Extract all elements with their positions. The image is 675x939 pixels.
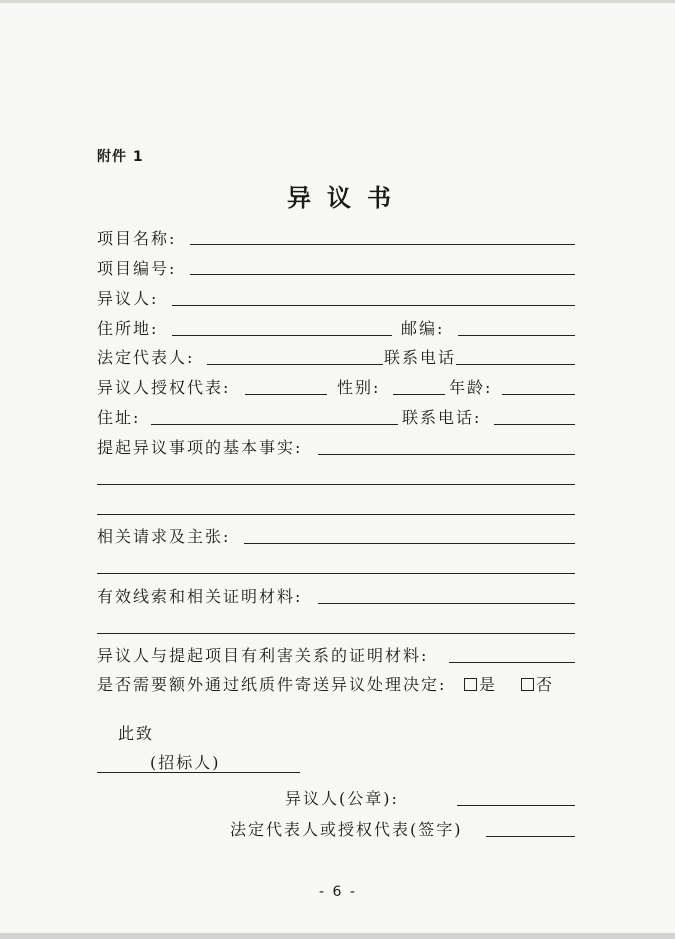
interest-proof-label: 异议人与提起项目有利害关系的证明材料:	[97, 646, 429, 665]
option-yes-label: 是	[479, 675, 498, 694]
objector-seal-label: 异议人(公章):	[285, 789, 399, 808]
checkbox-yes[interactable]	[464, 678, 477, 691]
postcode-line[interactable]	[458, 335, 575, 336]
option-no-label: 否	[536, 675, 555, 694]
salutation: 此致	[118, 724, 155, 743]
recipient-line[interactable]	[97, 772, 300, 773]
checkbox-no[interactable]	[521, 678, 534, 691]
recipient: (招标人)	[150, 753, 221, 772]
legal-rep-line[interactable]	[207, 364, 383, 365]
page-number: - 6 -	[319, 884, 357, 900]
basic-facts-line-3[interactable]	[97, 514, 575, 515]
gender-label: 性别:	[337, 378, 381, 397]
residence-line[interactable]	[151, 424, 398, 425]
authorized-rep-label: 异议人授权代表:	[97, 378, 231, 397]
project-name-label: 项目名称:	[97, 229, 177, 248]
address-line[interactable]	[172, 335, 392, 336]
option-no[interactable]	[521, 675, 554, 695]
requests-line-2[interactable]	[97, 573, 575, 574]
contact-phone-1-label: 联系电话	[384, 348, 457, 367]
requests-label: 相关请求及主张:	[97, 527, 231, 546]
rep-signature-line[interactable]	[486, 836, 575, 837]
address-label: 住所地:	[97, 319, 159, 338]
contact-phone-1-line[interactable]	[456, 364, 575, 365]
paper-question-label: 是否需要额外通过纸质件寄送异议处理决定:	[97, 675, 447, 694]
scan-top-edge	[0, 0, 675, 3]
requests-line-1[interactable]	[244, 543, 575, 544]
basic-facts-line-1[interactable]	[318, 454, 575, 455]
gender-line[interactable]	[393, 394, 445, 395]
objector-seal-line[interactable]	[457, 805, 575, 806]
age-line[interactable]	[502, 394, 575, 395]
authorized-rep-line[interactable]	[245, 394, 327, 395]
postcode-label: 邮编:	[401, 319, 445, 338]
project-name-line[interactable]	[190, 244, 575, 245]
option-yes[interactable]	[464, 675, 497, 695]
page-title: 异议书	[287, 184, 407, 212]
evidence-line-1[interactable]	[318, 603, 575, 604]
contact-phone-2-line[interactable]	[494, 424, 575, 425]
legal-rep-label: 法定代表人:	[97, 348, 195, 367]
interest-proof-line[interactable]	[449, 662, 575, 663]
age-label: 年龄:	[449, 378, 493, 397]
project-number-line[interactable]	[190, 274, 575, 275]
evidence-label: 有效线索和相关证明材料:	[97, 587, 303, 606]
basic-facts-line-2[interactable]	[97, 484, 575, 485]
objector-label: 异议人:	[97, 289, 159, 308]
attachment-label: 附件 1	[97, 149, 144, 165]
basic-facts-label: 提起异议事项的基本事实:	[97, 438, 303, 457]
objector-line[interactable]	[172, 305, 575, 306]
scan-bottom-edge	[0, 933, 675, 939]
contact-phone-2-label: 联系电话:	[402, 408, 482, 427]
project-number-label: 项目编号:	[97, 259, 177, 278]
rep-signature-label: 法定代表人或授权代表(签字)	[230, 820, 463, 839]
residence-label: 住址:	[97, 408, 141, 427]
evidence-line-2[interactable]	[97, 633, 575, 634]
